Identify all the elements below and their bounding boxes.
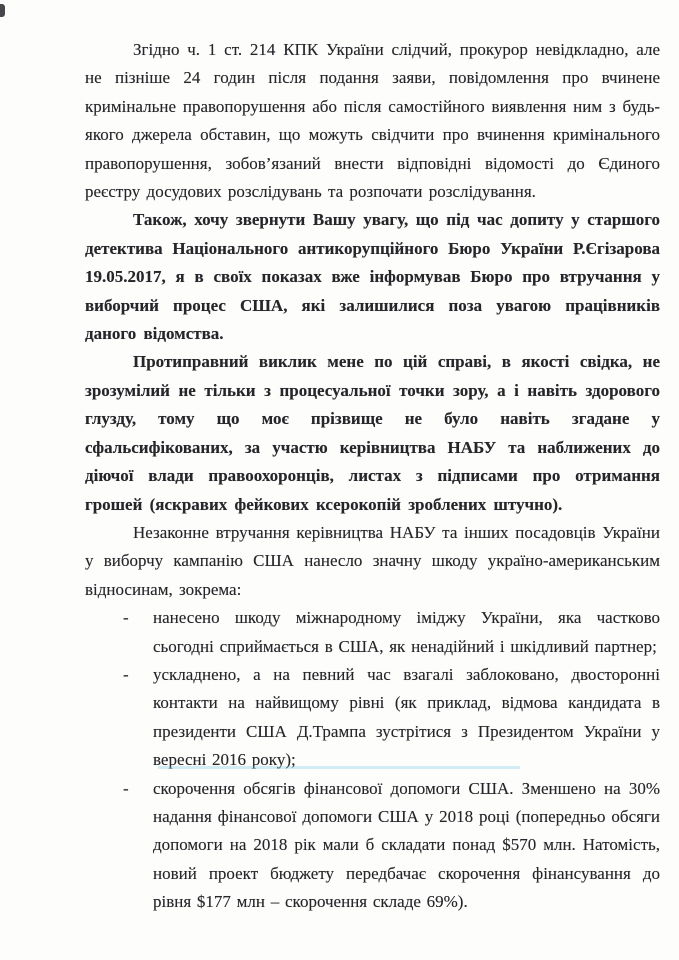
consequences-list bbox=[85, 604, 660, 916]
paragraph-nabu-interrogation: Також, хочу звернути Вашу увагу, що під час допиту у старшого детектива Національного антикорупційного Бюро України Р.Єгізарова 19.05.2017, я в своїх показах вже інформував Бюро про втручання у виборчий процес США, які залишилися поза увагою працівників даного відомства. bbox=[85, 210, 660, 344]
list-item bbox=[123, 661, 660, 775]
dash-bullet-marker: - bbox=[123, 778, 129, 798]
list-item-text: нанесено шкоду міжнародному іміджу України, яка частково сьогодні сприймається в США, як ненадійний і шкідливий партнер; bbox=[153, 608, 660, 656]
list-item-text: ускладнено, а на певний час взагалі заблоковано, двосторонні контакти на найвищому рівні (як приклад, відмова кандидата в президенти США Д.Трампа зустрітися з Президентом України у вересні 2016 року); bbox=[153, 664, 660, 770]
dash-bullet-marker: - bbox=[123, 664, 129, 684]
scan-speck-artifact bbox=[0, 4, 5, 17]
dash-bullet-marker: - bbox=[123, 608, 129, 628]
list-item bbox=[123, 775, 660, 917]
list-item bbox=[123, 604, 660, 661]
paragraph-unlawful-summons: Протиправний виклик мене по цій справі, в якості свідка, не зрозумілий не тільки з процесуальної точки зору, а і навіть здорового глузду, тому що моє прізвище не було навіть згадане у сфальсифікованих, за участю керівництва НАБУ та наближених до діючої влади правоохоронців, листах з підписами про отримання грошей (яскравих фейкових ксерокопій зроблених штучно). bbox=[85, 352, 660, 514]
paragraph-nabu-interference-intro: Незаконне втручання керівництва НАБУ та інших посадовців України у виборчу кампанію США нанесло значну шкоду україно-американським відносинам, зокрема: bbox=[85, 522, 660, 599]
list-item-text: скорочення обсягів фінансової допомоги США. Зменшено на 30% надання фінансової допомоги США у 2018 році (попередньо обсяги допомоги на 2018 рік мали б складати понад $570 млн. Натомість, новий проект бюджету передбачає скорочення фінансування до рівня $177 млн – скорочення складе 69%). bbox=[153, 778, 660, 912]
paragraph-kpk-article-214: Згідно ч. 1 ст. 214 КПК України слідчий, прокурор невідкладно, але не пізніше 24 годин після подання заяви, повідомлення про вчинене кримінальне правопорушення або після самостійного виявлення ним з будь-якого джерела обставин, що можуть свідчити про вчинення кримінального правопорушення, зобов’язаний внести відповідні відомості до Єдиного реєстру досудових розслідувань та розпочати розслідування. bbox=[85, 40, 660, 202]
